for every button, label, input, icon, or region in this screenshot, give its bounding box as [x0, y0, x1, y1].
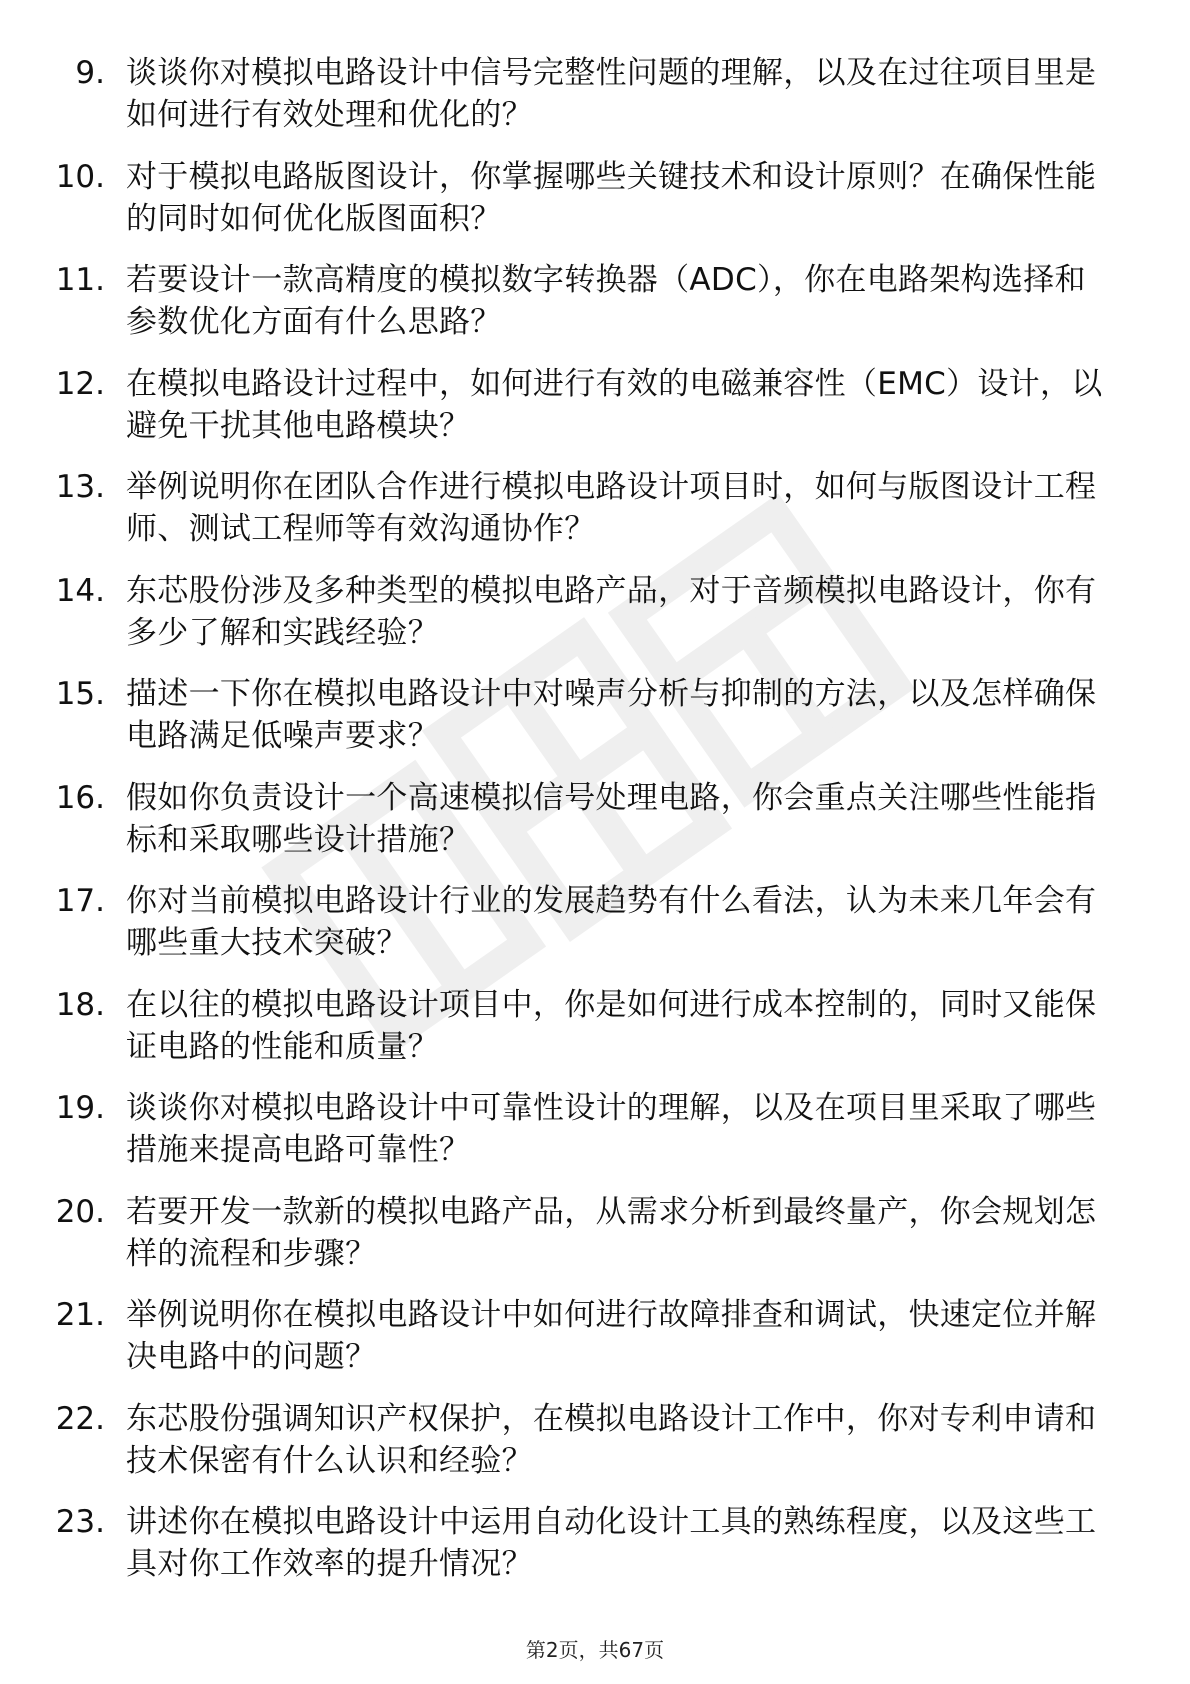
- question-number: 20.: [55, 1193, 105, 1230]
- list-item: [0, 259, 1190, 363]
- question-text: 你对当前模拟电路设计行业的发展趋势有什么看法，认为未来几年会有哪些重大技术突破？: [126, 883, 1097, 961]
- question-number: 10.: [55, 158, 105, 195]
- question-number: 12.: [55, 365, 105, 402]
- question-text: 若要开发一款新的模拟电路产品，从需求分析到最终量产，你会规划怎样的流程和步骤？: [126, 1193, 1097, 1272]
- list-item: [0, 1294, 1190, 1398]
- question-number: 9.: [75, 55, 105, 91]
- question-text: 对于模拟电路版图设计，你掌握哪些关键技术和设计原则？在确保性能的同时如何优化版图面积？: [126, 158, 1097, 237]
- question-text: 谈谈你对模拟电路设计中可靠性设计的理解，以及在项目里采取了哪些措施来提高电路可靠性？: [126, 1090, 1097, 1168]
- question-number: 13.: [55, 469, 105, 505]
- question-text: 描述一下你在模拟电路设计中对噪声分析与抑制的方法，以及怎样确保电路满足低噪声要求？: [126, 676, 1097, 754]
- question-number: 11.: [55, 262, 105, 298]
- question-text: 讲述你在模拟电路设计中运用自动化设计工具的熟练程度，以及这些工具对你工作效率的提升情况？: [126, 1504, 1097, 1582]
- question-text: 在以往的模拟电路设计项目中，你是如何进行成本控制的，同时又能保证电路的性能和质量？: [126, 986, 1097, 1065]
- question-text: 东芯股份涉及多种类型的模拟电路产品，对于音频模拟电路设计，你有多少了解和实践经验？: [126, 572, 1097, 651]
- list-item: [0, 777, 1190, 881]
- question-number: 14.: [55, 572, 105, 609]
- question-text: 若要设计一款高精度的模拟数字转换器（ADC），你在电路架构选择和参数优化方面有什么思路？: [126, 262, 1086, 340]
- question-text: 东芯股份强调知识产权保护，在模拟电路设计工作中，你对专利申请和技术保密有什么认识和经验？: [126, 1400, 1097, 1479]
- question-number: 23.: [55, 1504, 105, 1540]
- question-text: 谈谈你对模拟电路设计中信号完整性问题的理解，以及在过往项目里是如何进行有效处理和优化的？: [126, 55, 1097, 133]
- question-text: 举例说明你在模拟电路设计中如何进行故障排查和调试，快速定位并解决电路中的问题？: [126, 1297, 1097, 1375]
- question-number: 15.: [55, 676, 105, 712]
- list-item: [0, 1191, 1190, 1295]
- page-footer: 第2页，共67页: [525, 1638, 665, 1662]
- list-item: [0, 52, 1190, 156]
- question-number: 17.: [55, 883, 105, 919]
- list-item: [0, 984, 1190, 1088]
- list-item: [0, 466, 1190, 570]
- list-item: [0, 1501, 1190, 1605]
- question-number: 22.: [55, 1400, 105, 1437]
- question-number: 21.: [55, 1297, 105, 1333]
- question-text: 假如你负责设计一个高速模拟信号处理电路，你会重点关注哪些性能指标和采取哪些设计措施？: [126, 779, 1097, 858]
- list-item: [0, 880, 1190, 984]
- question-number: 16.: [55, 779, 105, 816]
- question-number: 18.: [55, 986, 105, 1023]
- question-list: [0, 52, 1190, 1605]
- list-item: [0, 1398, 1190, 1502]
- list-item: [0, 673, 1190, 777]
- question-text: 举例说明你在团队合作进行模拟电路设计项目时，如何与版图设计工程师、测试工程师等有效沟通协作？: [126, 469, 1097, 547]
- list-item: [0, 363, 1190, 467]
- question-number: 19.: [55, 1090, 105, 1126]
- list-item: [0, 570, 1190, 674]
- list-item: [0, 1087, 1190, 1191]
- list-item: [0, 156, 1190, 260]
- question-text: 在模拟电路设计过程中，如何进行有效的电磁兼容性（EMC）设计，以避免干扰其他电路模块？: [126, 365, 1103, 444]
